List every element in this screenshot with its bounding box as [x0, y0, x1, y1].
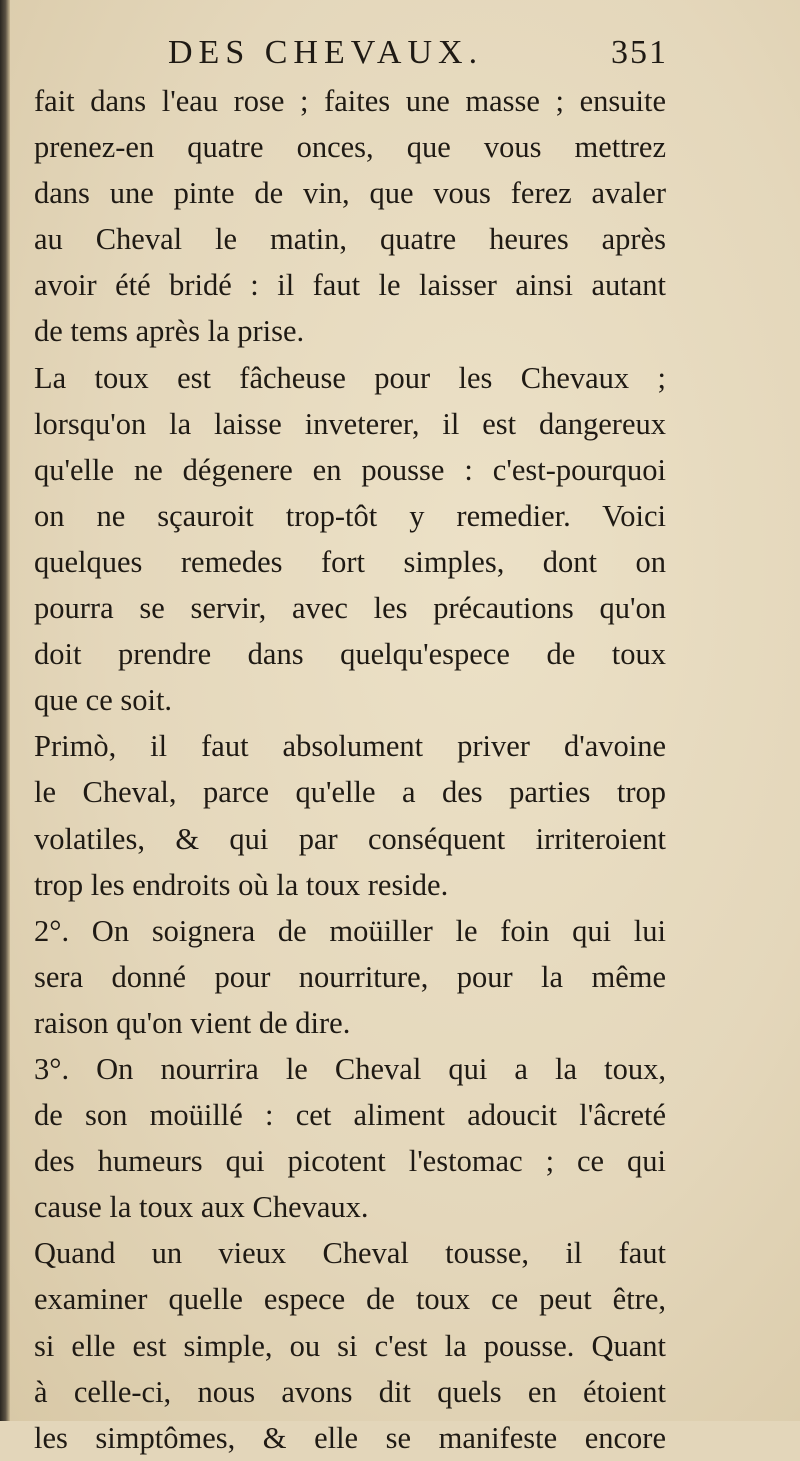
text-line: on ne sçauroit trop-tôt y remedier. Voici: [34, 498, 666, 533]
text-line: le Cheval, parce qu'elle a des parties trop: [34, 775, 666, 810]
text-line: au Cheval le matin, quatre heures après: [34, 222, 666, 257]
text-line: 3°. On nourrira le Cheval qui a la toux,: [34, 1051, 666, 1086]
text-line: lorsqu'on la laisse inveterer, il est dangereux: [34, 406, 666, 441]
text-line: examiner quelle espece de toux ce peut être,: [34, 1282, 666, 1317]
text-line: quelques remedes fort simples, dont on: [34, 544, 666, 579]
text-line: de son moüillé : cet aliment adoucit l'âcreté: [34, 1098, 666, 1133]
text-line: Primò, il faut absolument priver d'avoine: [34, 729, 666, 764]
text-line: prenez-en quatre onces, que vous mettrez: [34, 130, 666, 165]
text-line: 2°. On soignera de moüiller le foin qui lui: [34, 913, 666, 948]
text-line: de tems après la prise.: [34, 314, 305, 349]
text-line: pourra se servir, avec les précautions qu'on: [34, 591, 666, 626]
text-line: Quand un vieux Cheval tousse, il faut: [34, 1236, 666, 1271]
text-line: que ce soit.: [34, 683, 173, 718]
text-line: raison qu'on vient de dire.: [34, 1005, 351, 1040]
text-line: volatiles, & qui par conséquent irriteroient: [34, 821, 666, 856]
text-line: si elle est simple, ou si c'est la pousse. Quant: [34, 1328, 666, 1363]
text-line: avoir été bridé : il faut le laisser ainsi autant: [34, 268, 666, 303]
text-line: sera donné pour nourriture, pour la même: [34, 959, 666, 994]
text-line: doit prendre dans quelqu'espece de toux: [34, 637, 666, 672]
text-line: dans une pinte de vin, que vous ferez avaler: [34, 176, 666, 211]
text-line: fait dans l'eau rose ; faites une masse ; ensuite: [34, 84, 666, 118]
text-line: les simptômes, & elle se manifeste encore: [34, 1420, 666, 1455]
page-gutter-shadow: [0, 0, 10, 1421]
text-line: qu'elle ne dégenere en pousse : c'est-pourquoi: [34, 452, 666, 487]
text-line: trop les endroits où la toux reside.: [34, 867, 449, 902]
text-line: La toux est fâcheuse pour les Chevaux ;: [34, 360, 666, 395]
text-line: cause la toux aux Chevaux.: [34, 1190, 369, 1225]
page-number: 351: [611, 34, 668, 71]
body-text: [34, 78, 666, 1461]
text-line: des humeurs qui picotent l'estomac ; ce qui: [34, 1144, 666, 1179]
running-title: DES CHEVAUX.: [168, 34, 484, 71]
text-line: à celle-ci, nous avons dit quels en étoient: [34, 1374, 666, 1409]
